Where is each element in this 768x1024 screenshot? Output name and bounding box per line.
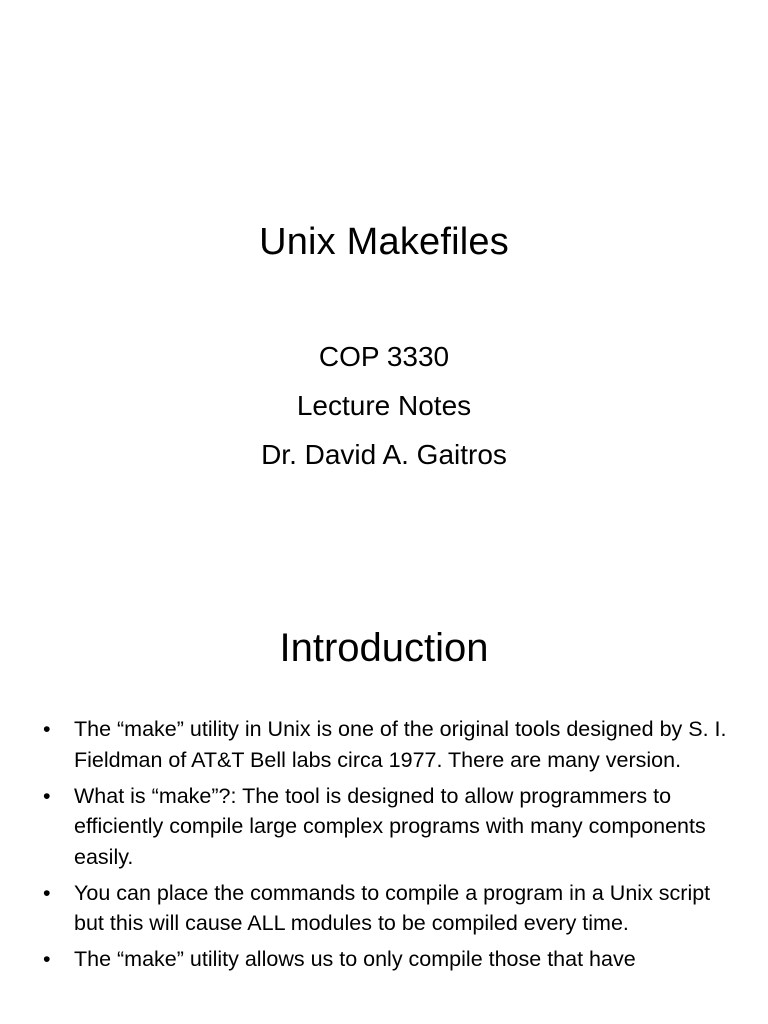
- list-item: [43, 878, 733, 939]
- bullet-text: The “make” utility in Unix is one of the original tools designed by S. I. Fieldman of AT&T Bell labs circa 1977. There are many version.: [74, 717, 727, 772]
- bullet-text: The “make” utility allows us to only compile those that have: [74, 947, 636, 971]
- author-name: Dr. David A. Gaitros: [261, 439, 507, 470]
- list-item: [43, 781, 733, 873]
- slide-title: Unix Makefiles: [259, 221, 509, 263]
- bullet-text: What is “make”?: The tool is designed to allow programmers to efficiently compile large complex programs with many components easily.: [74, 783, 706, 869]
- section-title: Introduction: [279, 626, 489, 670]
- list-item: [43, 714, 733, 775]
- bullet-icon: •: [43, 717, 51, 741]
- bullet-list: [43, 714, 733, 980]
- course-code: COP 3330: [318, 341, 450, 372]
- bullet-text: You can place the commands to compile a program in a Unix script but this will cause ALL modules to be compiled every time.: [74, 880, 711, 935]
- list-item: [43, 944, 733, 975]
- slide-subtitle: [0, 332, 768, 479]
- bullet-icon: •: [43, 947, 51, 971]
- bullet-icon: •: [43, 880, 51, 905]
- lecture-label: Lecture Notes: [296, 390, 472, 421]
- bullet-icon: •: [43, 783, 51, 808]
